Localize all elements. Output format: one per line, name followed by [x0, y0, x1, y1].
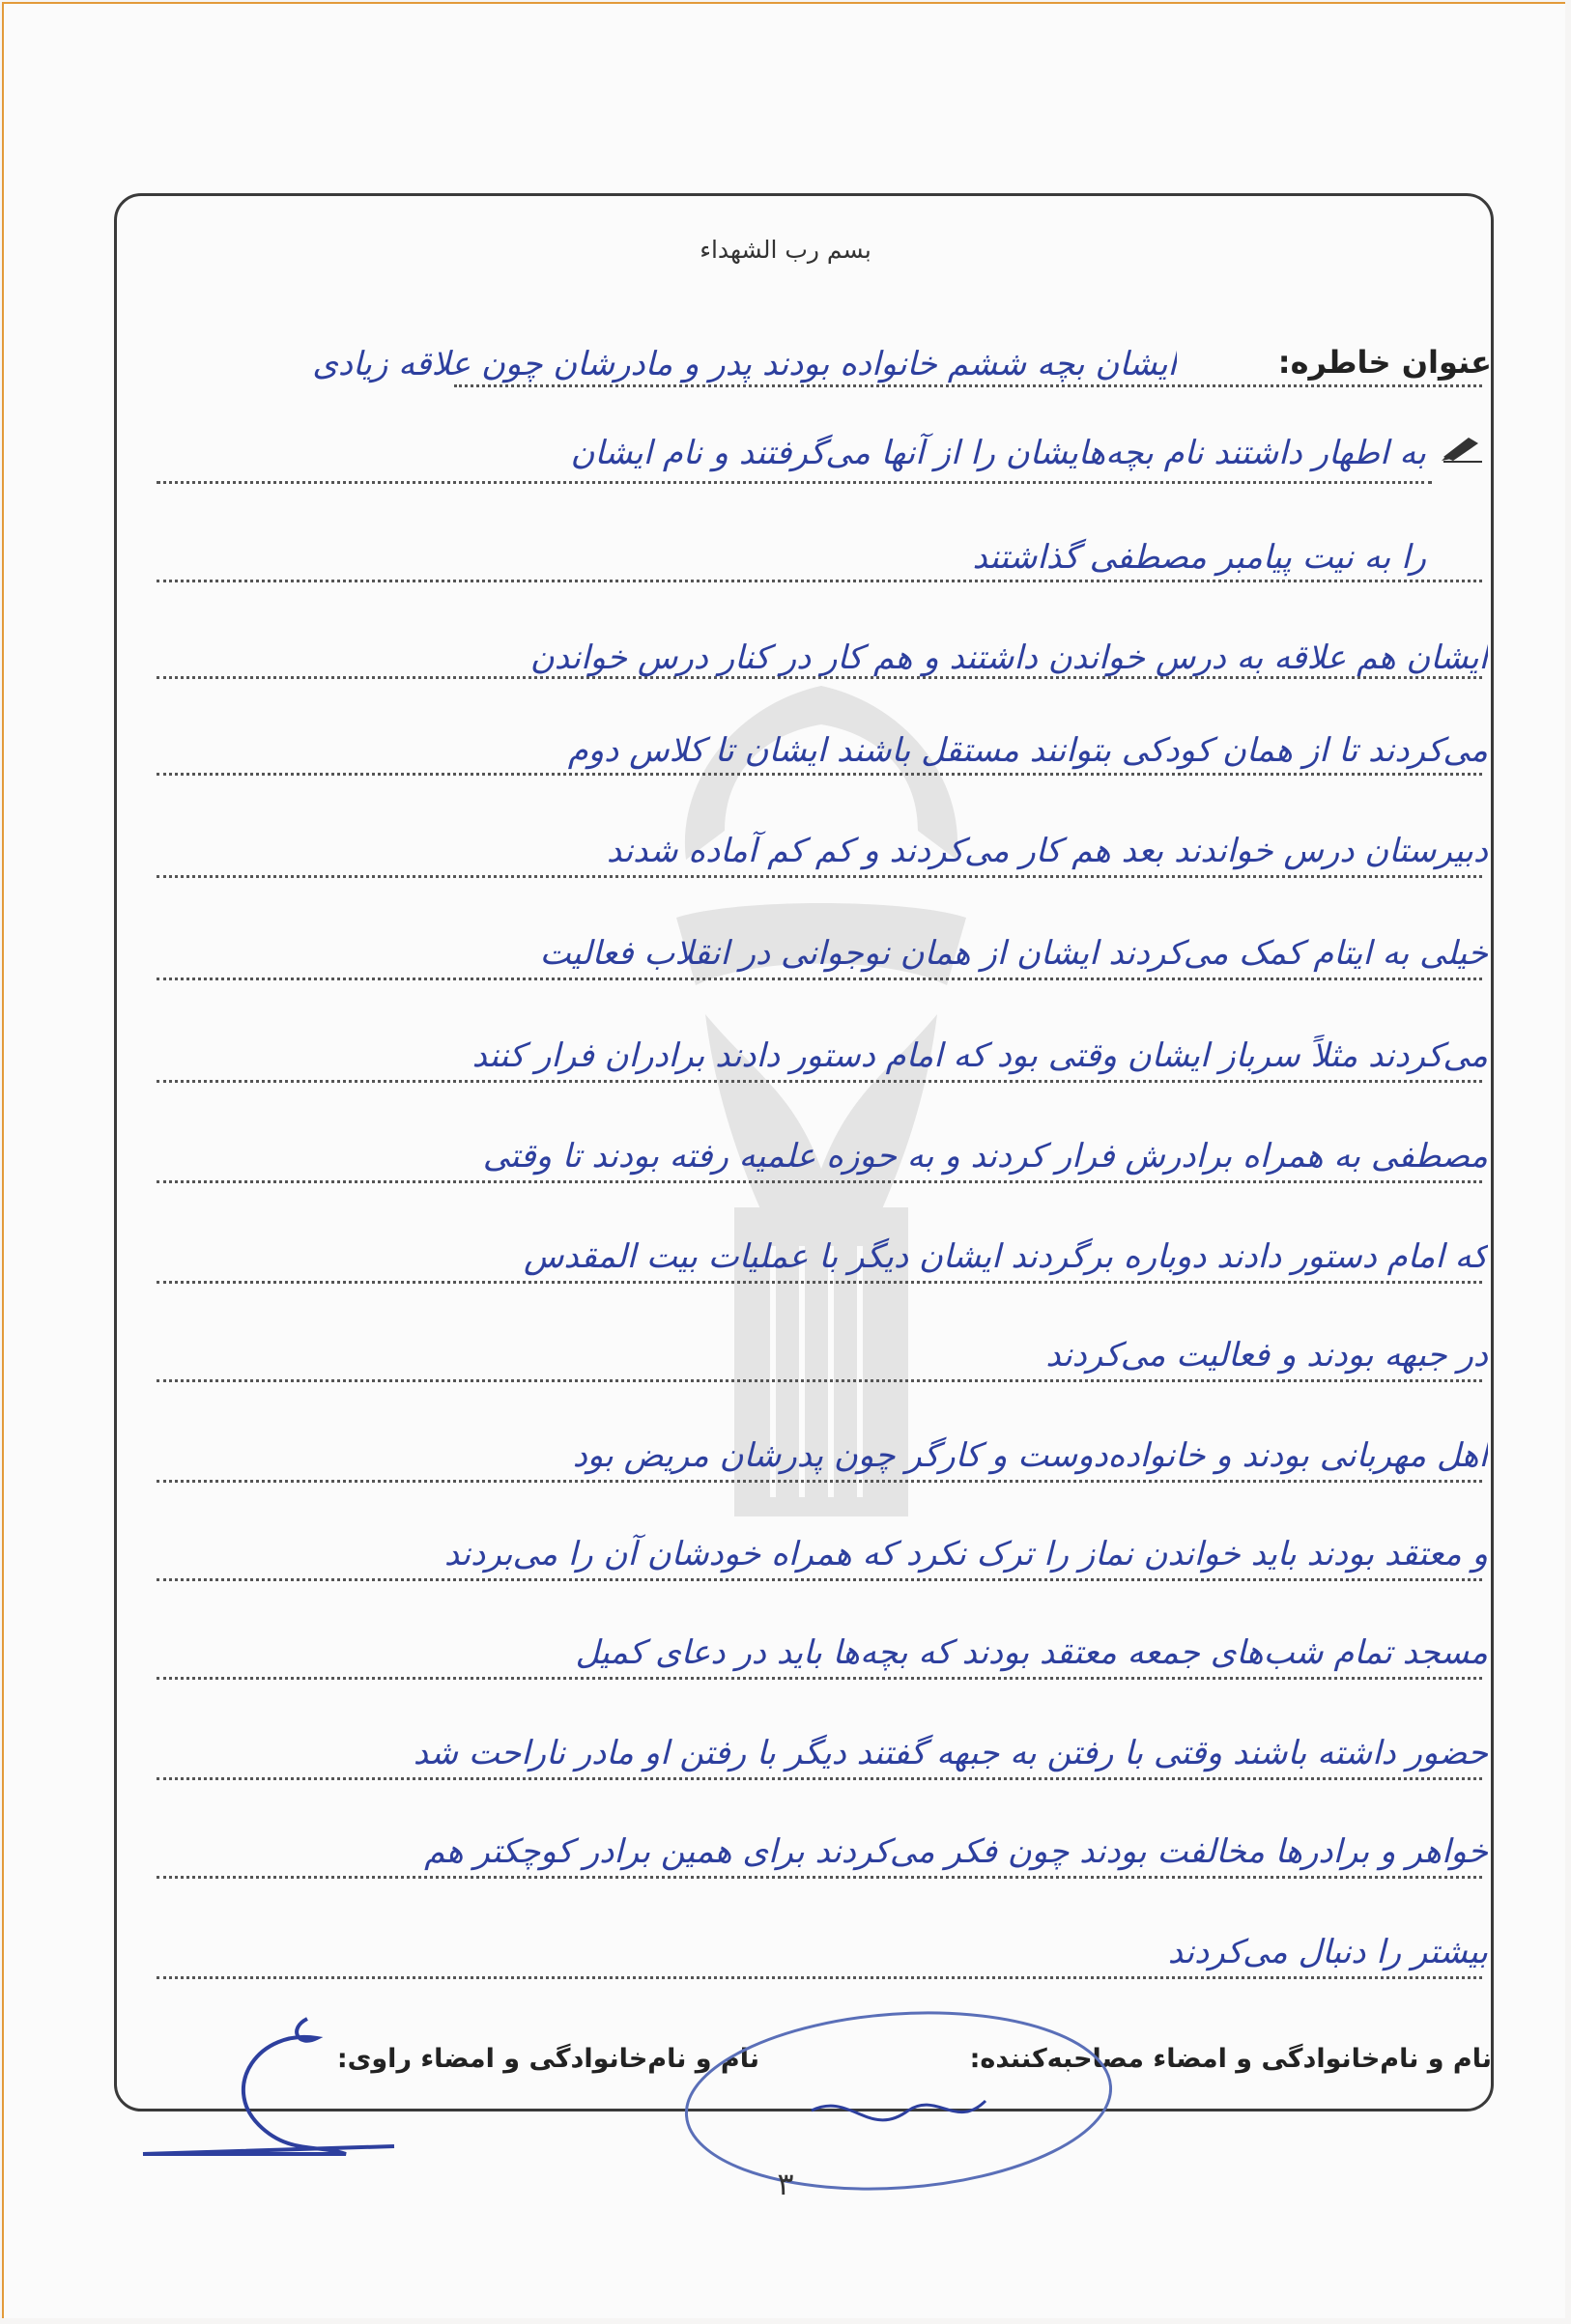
memory-line: می‌کردند مثلاً سرباز ایشان وقتی بود که امام دستور دادند برادران فرار کنند: [471, 1036, 1488, 1075]
memory-line: به اطهار داشتند نام بچه‌هایشان را از آنها می‌گرفتند و نام ایشان: [570, 434, 1426, 472]
memory-line: ایشان بچه ششم خانواده بودند پدر و مادرشان چون علاقه زیادی: [312, 345, 1177, 383]
memory-line: را به نیت پیامبر مصطفی گذاشتند: [972, 538, 1426, 577]
memory-line: بیشتر را دنبال می‌کردند: [1167, 1933, 1488, 1971]
memory-line: می‌کردند تا از همان کودکی بتوانند مستقل باشند ایشان تا کلاس دوم: [567, 731, 1488, 770]
page-number: ۳: [777, 2166, 794, 2202]
memory-line: خواهر و برادرها مخالفت بودند چون فکر می‌کردند برای همین برادر کوچکتر هم: [424, 1832, 1488, 1871]
memory-line: و معتقد بودند باید خواندن نماز را ترک نکرد که همراه خودشان آن را می‌بردند: [443, 1535, 1488, 1573]
pen-icon: [1440, 430, 1484, 463]
memory-line: در جبهه بودند و فعالیت می‌کردند: [1045, 1336, 1488, 1375]
memory-line: مصطفی به همراه برادرش فرار کردند و به حوزه علمیه رفته بودند تا وقتی: [482, 1137, 1488, 1176]
memory-line: دبیرستان درس خواندند بعد هم کار می‌کردند و کم کم آماده شدند: [606, 832, 1488, 870]
memory-line: اهل مهربانی بودند و خانواده‌دوست و کارگر چون پدرشان مریض بود: [572, 1436, 1488, 1475]
narrator-signature: [124, 2009, 414, 2173]
page-heading: بسم رب الشهداء: [700, 236, 871, 264]
memory-line: که امام دستور دادند دوباره برگردند ایشان دیگر با عملیات بیت المقدس: [524, 1237, 1488, 1276]
ruled-line: [157, 481, 1432, 484]
memory-line: مسجد تمام شب‌های جمعه معتقد بودند که بچه‌ها باید در دعای کمیل: [575, 1633, 1488, 1672]
memory-line: ایشان هم علاقه به درس خواندن داشتند و هم کار در کنار درس خواندن: [529, 638, 1488, 677]
memory-title-label: عنوان خاطره:: [1277, 344, 1492, 381]
memory-line: حضور داشته باشند وقتی با رفتن به جبهه گفتند دیگر با رفتن او مادر ناراحت شد: [413, 1734, 1488, 1772]
memory-line: خیلی به ایتام کمک می‌کردند ایشان از همان نوجوانی در انقلاب فعالیت: [539, 934, 1488, 973]
narrator-signature-label: نام و نام‌خانوادگی و امضاء راوی:: [336, 2044, 759, 2074]
interviewer-signature-label: نام و نام‌خانوادگی و امضاء مصاحبه‌کننده:: [969, 2044, 1492, 2074]
